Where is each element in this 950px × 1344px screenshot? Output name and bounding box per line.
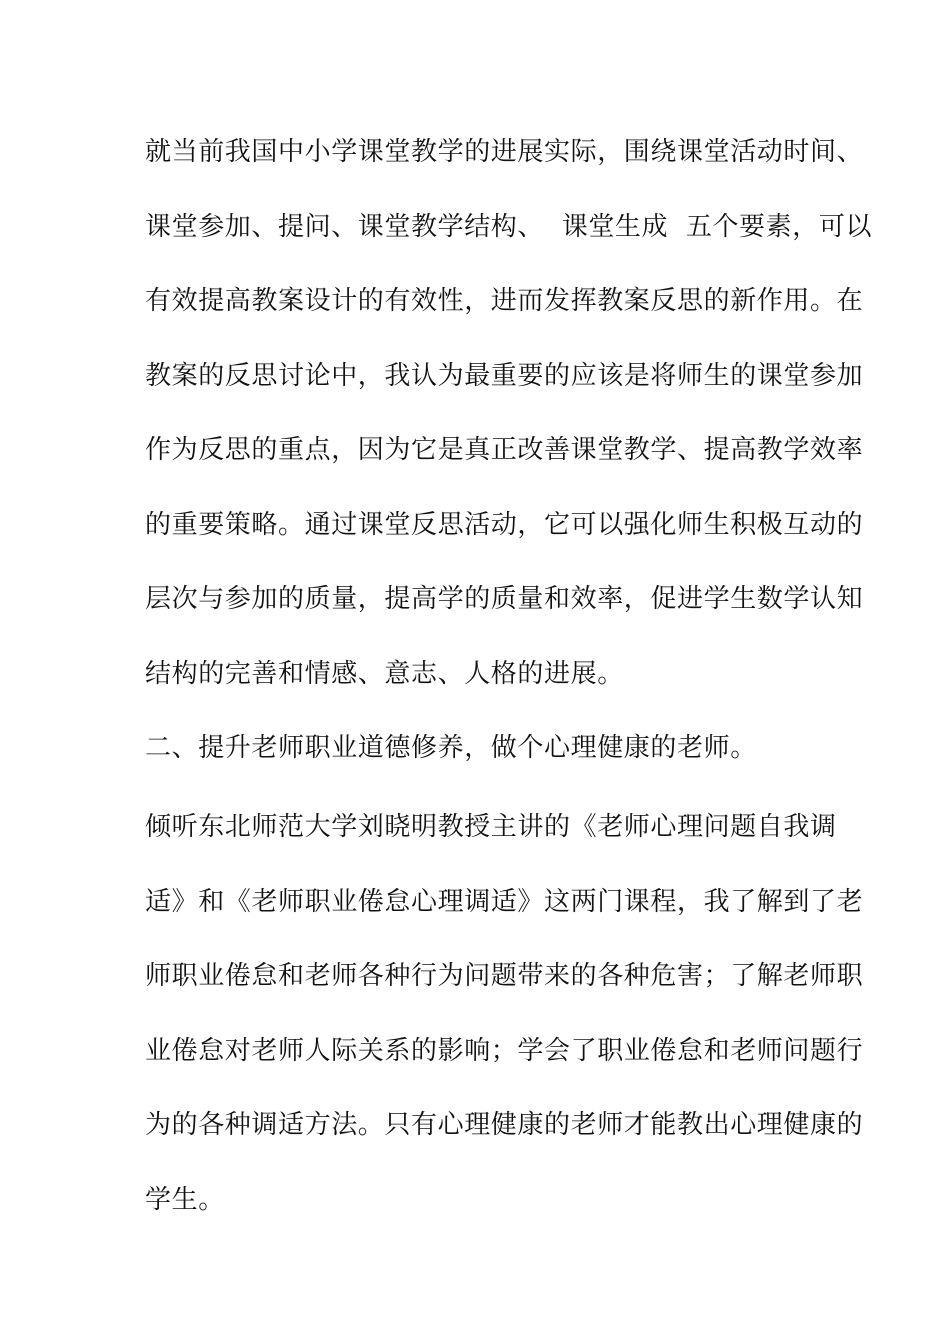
paragraph-line: 结构的完善和情感、意志、人格的进展。 — [145, 658, 624, 689]
paragraph-line: 就当前我国中小学课堂教学的进展实际，围绕课堂活动时间、 — [145, 137, 864, 167]
section-heading-text: 二、提升老师职业道德修养，做个心理健康的老师。 — [145, 733, 757, 763]
paragraph-line: 有效提高教案设计的有效性，进而发挥教案反思的新作用。在 — [145, 286, 864, 316]
paragraph-line: 的重要策略。通过课堂反思活动，它可以强化师生积极互动的 — [145, 509, 864, 540]
paragraph-line: 作为反思的重点，因为它是真正改善课堂教学、提高教学效率 — [145, 435, 864, 465]
paragraph-line: 师职业倦怠和老师各种行为问题带来的各种危害；了解老师职 — [145, 961, 864, 991]
paragraph-line: 学生。 — [145, 1184, 225, 1215]
paragraph-line: 层次与参加的质量，提高学的质量和效率，促进学生数学认知 — [145, 584, 864, 614]
paragraph-line: 适》和《老师职业倦怠心理调适》这两门课程，我了解到了老 — [145, 886, 864, 917]
section-heading — [145, 711, 815, 786]
paragraph-line: 为的各种调适方法。只有心理健康的老师才能教出心理健康的 — [145, 1110, 864, 1140]
paragraph-line: 倾听东北师范大学刘晓明教授主讲的《老师心理问题自我调 — [145, 812, 837, 842]
paragraph-2 — [145, 790, 864, 1237]
paragraph-line: 课堂参加、提问、课堂教学结构、 课堂生成 五个要素，可以 — [145, 211, 873, 242]
paragraph-line: 教案的反思讨论中，我认为最重要的应该是将师生的课堂参加 — [145, 360, 864, 391]
paragraph-1 — [145, 115, 873, 711]
paragraph-line: 业倦怠对老师人际关系的影响；学会了职业倦怠和老师问题行 — [145, 1035, 864, 1066]
